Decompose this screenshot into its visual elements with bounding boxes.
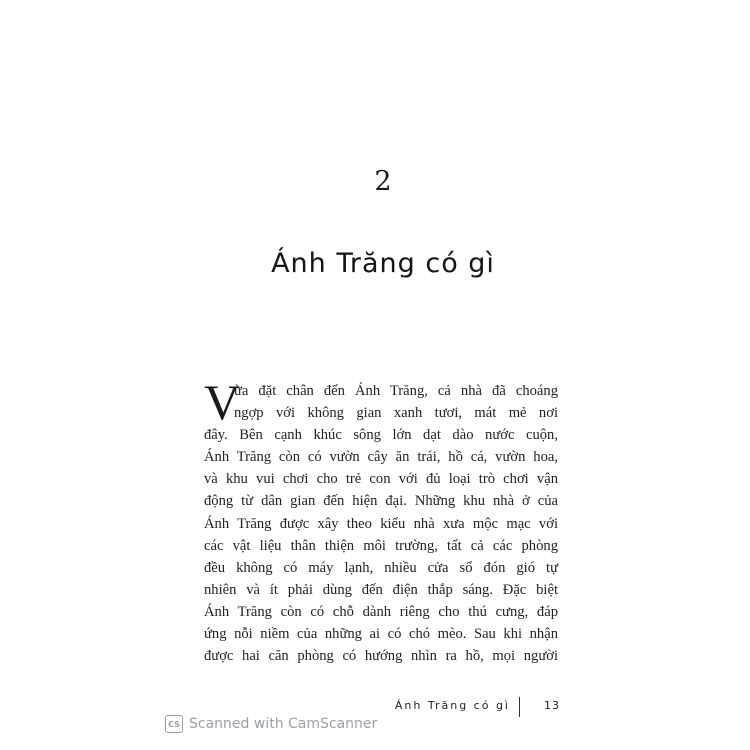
chapter-title: Ánh Trăng có gì (271, 248, 495, 279)
body-line: ừa đặt chân đến Ánh Trăng, cả nhà đã choáng (234, 383, 558, 399)
body-line: động từ dân gian đến hiện đại. Những khu nhà ở của (204, 493, 558, 510)
footer-divider (519, 697, 520, 717)
page-number: 13 (544, 699, 560, 712)
body-line: đây. Bên cạnh khúc sông lớn dạt dào nước cuộn, (204, 427, 558, 444)
body-line: ứng nỗi niềm của những ai có chó mèo. Sau khi nhận (204, 626, 558, 643)
body-line: các vật liệu thân thiện môi trường, tất cả các phòng (204, 537, 558, 554)
drop-cap: V (204, 374, 241, 430)
chapter-body (204, 374, 558, 667)
body-line: Ánh Trăng được xây theo kiểu nhà xưa mộc mạc với (204, 515, 558, 532)
body-line: đều không có máy lạnh, nhiều cửa sổ đón gió tự (204, 559, 558, 576)
body-line: và khu vui chơi cho trẻ con với đủ loại trò chơi vận (204, 471, 558, 488)
body-line: nhiên và ít phải dùng đến điện thắp sáng. Đặc biệt (204, 581, 558, 598)
body-line: Ánh Trăng còn có vườn cây ăn trái, hồ cá, vườn hoa, (204, 449, 558, 466)
camscanner-logo-icon: CS (165, 715, 183, 733)
body-line: Ánh Trăng còn có chỗ dành riêng cho thú cưng, đáp (204, 603, 558, 620)
running-title: Ánh Trăng có gì (394, 699, 510, 712)
chapter-number: 2 (374, 166, 392, 197)
watermark-text: Scanned with CamScanner (189, 716, 378, 732)
scanner-watermark (165, 713, 377, 735)
body-line: được hai căn phòng có hướng nhìn ra hồ, mọi người (204, 648, 558, 665)
page-footer (380, 697, 560, 719)
body-line: ngợp với không gian xanh tươi, mát mẻ nơi (234, 405, 558, 422)
